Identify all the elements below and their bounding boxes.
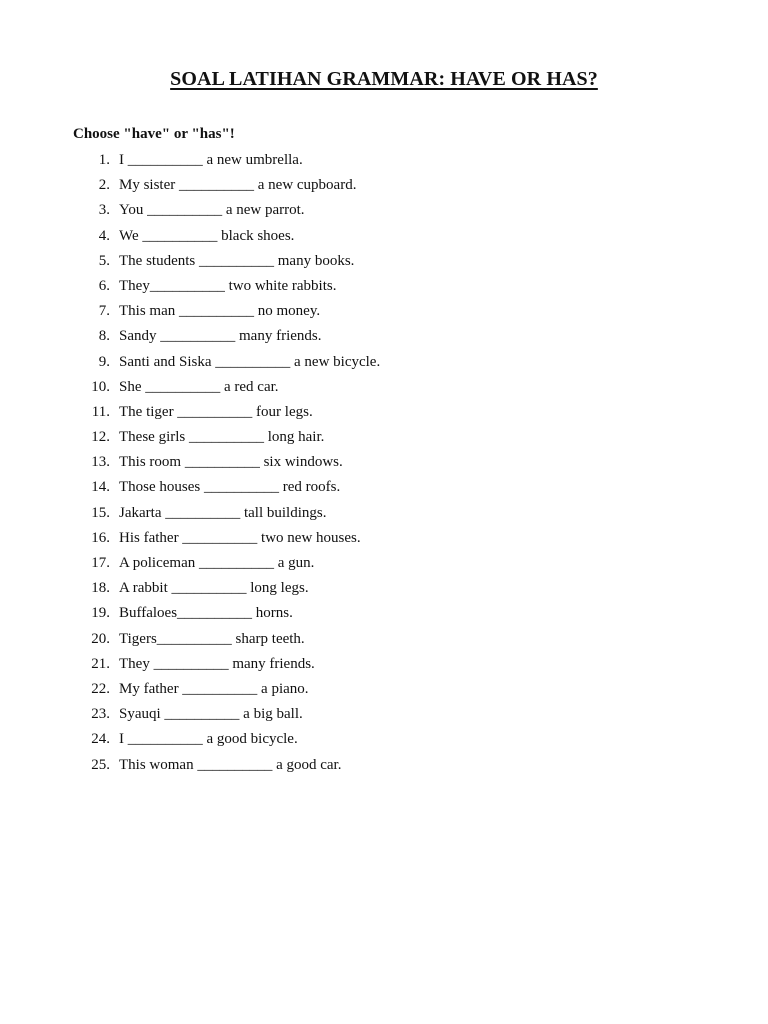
question-number: 6. xyxy=(98,277,110,294)
question-number: 4. xyxy=(98,227,110,244)
question-number: 11. xyxy=(91,403,110,420)
question-number: 9. xyxy=(98,353,110,370)
question-text: My sister __________ a new cupboard. xyxy=(119,177,357,194)
question-text: This woman __________ a good car. xyxy=(119,756,342,773)
question-text: You __________ a new parrot. xyxy=(119,202,305,219)
question-text: His father __________ two new houses. xyxy=(119,529,361,546)
question-text: They __________ many friends. xyxy=(119,655,315,672)
question-text: Jakarta __________ tall buildings. xyxy=(119,504,327,521)
question-number: 1. xyxy=(98,152,110,168)
question-text: Santi and Siska __________ a new bicycle. xyxy=(119,353,381,370)
question-text: Tigers__________ sharp teeth. xyxy=(119,630,305,647)
instruction-text: Choose "have" or "has"! xyxy=(73,126,235,142)
question-number: 18. xyxy=(91,580,110,597)
question-number: 14. xyxy=(91,479,110,496)
question-number: 3. xyxy=(98,202,110,219)
question-number: 22. xyxy=(91,680,110,697)
question-number: 12. xyxy=(91,429,110,446)
question-text: She __________ a red car. xyxy=(119,378,279,395)
question-number: 16. xyxy=(91,529,110,546)
question-text: Sandy __________ many friends. xyxy=(119,328,322,345)
question-number: 5. xyxy=(98,252,110,269)
question-text: This room __________ six windows. xyxy=(119,454,343,471)
question-number: 23. xyxy=(91,706,110,723)
question-text: They__________ two white rabbits. xyxy=(119,277,337,294)
question-text: A policeman __________ a gun. xyxy=(119,555,315,571)
question-text: Buffaloes__________ horns. xyxy=(119,605,293,622)
question-text: We __________ black shoes. xyxy=(119,227,295,244)
question-text: Syauqi __________ a big ball. xyxy=(119,706,303,723)
question-text: I __________ a good bicycle. xyxy=(119,731,298,748)
question-number: 2. xyxy=(98,177,110,194)
question-number: 21. xyxy=(91,655,110,672)
question-text: A rabbit __________ long legs. xyxy=(119,580,309,597)
question-text: This man __________ no money. xyxy=(119,303,321,320)
question-text: I __________ a new umbrella. xyxy=(119,152,303,168)
question-number: 20. xyxy=(91,630,110,647)
page-title: SOAL LATIHAN GRAMMAR: HAVE OR HAS? xyxy=(170,68,598,90)
question-text: The tiger __________ four legs. xyxy=(119,403,313,420)
question-number: 15. xyxy=(91,504,110,521)
question-number: 8. xyxy=(98,328,110,345)
question-text: These girls __________ long hair. xyxy=(119,429,325,446)
question-number: 10. xyxy=(91,378,110,395)
question-number: 25. xyxy=(91,756,110,773)
question-number: 13. xyxy=(91,454,110,471)
question-text: The students __________ many books. xyxy=(119,252,355,269)
question-text: My father __________ a piano. xyxy=(119,680,309,697)
question-text: Those houses __________ red roofs. xyxy=(119,479,341,496)
question-number: 24. xyxy=(91,731,110,748)
question-number: 17. xyxy=(91,555,110,571)
question-number: 7. xyxy=(98,303,110,320)
question-number: 19. xyxy=(91,605,110,622)
